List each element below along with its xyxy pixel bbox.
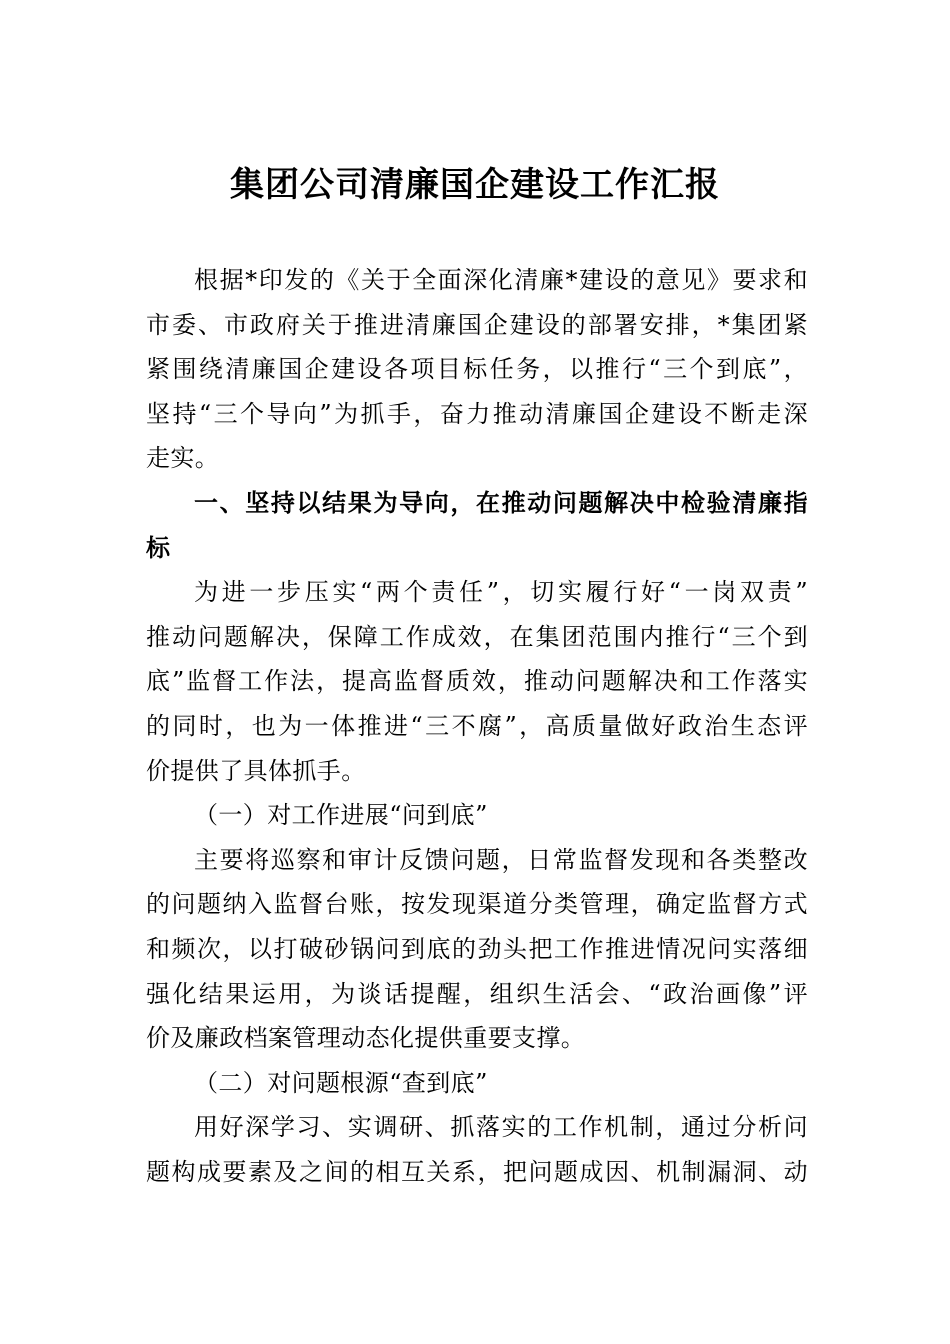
paragraph-3 — [146, 1105, 808, 1194]
paragraph-2 — [146, 838, 808, 1061]
document-title: 集团公司清廉国企建设工作汇报 — [230, 165, 720, 205]
intro-line-3: 紧围绕清廉国企建设各项目标任务，以推行“三个到底”， — [146, 355, 808, 384]
paragraph-1 — [146, 570, 808, 793]
para1-line-2: 推动问题解决，保障工作成效，在集团范围内推行“三个到 — [146, 622, 808, 651]
para2-line-1: 主要将巡察和审计反馈问题，日常监督发现和各类整改 — [194, 845, 808, 874]
intro-line-5: 走实。 — [146, 444, 220, 473]
document-body — [146, 258, 808, 1194]
intro-line-2: 市委、市政府关于推进清廉国企建设的部署安排，*集团紧 — [146, 310, 808, 339]
para2-line-4: 强化结果运用，为谈话提醒，组织生活会、“政治画像”评 — [146, 979, 808, 1008]
intro-line-1: 根据*印发的《关于全面深化清廉*建设的意见》要求和 — [194, 266, 808, 294]
intro-line-4: 坚持“三个导向”为抓手，奋力推动清廉国企建设不断走深 — [146, 399, 808, 428]
subsection-heading-1: （一）对工作进展“问到底” — [194, 801, 488, 830]
para3-line-1: 用好深学习、实调研、抓落实的工作机制，通过分析问 — [194, 1113, 808, 1142]
heading1-line-1: 一、坚持以结果为导向，在推动问题解决中检验清廉指 — [194, 488, 808, 517]
para2-line-5: 价及廉政档案管理动态化提供重要支撑。 — [146, 1024, 586, 1053]
intro-paragraph — [146, 258, 808, 481]
section-heading-1 — [146, 481, 808, 570]
para2-line-3: 和频次，以打破砂锅问到底的劲头把工作推进情况问实落细 — [146, 934, 808, 963]
para2-line-2: 的问题纳入监督台账，按发现渠道分类管理，确定监督方式 — [146, 890, 808, 919]
para1-line-1: 为进一步压实“两个责任”，切实履行好“一岗双责” — [194, 578, 808, 607]
para1-line-5: 价提供了具体抓手。 — [146, 756, 366, 785]
para1-line-4: 的同时，也为一体推进“三不腐”，高质量做好政治生态评 — [146, 711, 808, 740]
subsection-heading-2: （二）对问题根源“查到底” — [194, 1068, 488, 1097]
heading1-line-2: 标 — [146, 533, 171, 562]
para3-line-2: 题构成要素及之间的相互关系，把问题成因、机制漏洞、动 — [146, 1157, 808, 1186]
para1-line-3: 底”监督工作法，提高监督质效，推动问题解决和工作落实 — [146, 667, 808, 696]
